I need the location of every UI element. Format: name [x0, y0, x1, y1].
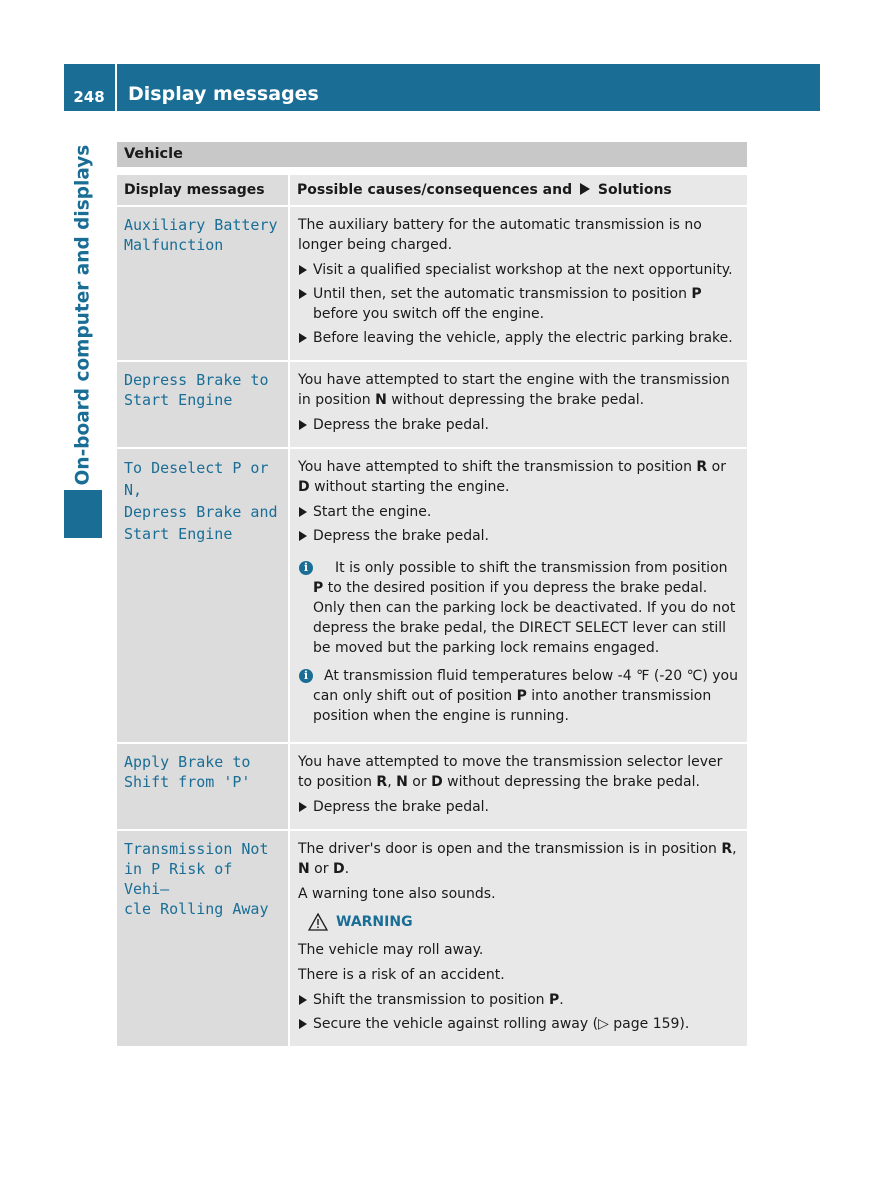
solution-cell	[288, 449, 747, 744]
display-message: Apply Brake to Shift from 'P'	[124, 753, 251, 791]
solution-cell	[288, 207, 747, 362]
warning-text: The vehicle may roll away.	[298, 942, 484, 958]
display-message: Auxiliary Battery Malfunction	[124, 216, 278, 254]
cause-text: The auxiliary battery for the automatic transmission is no longer being charged.	[298, 217, 702, 253]
bullet-arrow-icon	[299, 1019, 307, 1029]
table-row	[117, 744, 747, 831]
bullet-arrow-icon	[299, 995, 307, 1005]
col-header-messages: Display messages	[117, 175, 288, 207]
cause-text: You have attempted to shift the transmission to position R or D without starting the engine.	[298, 459, 726, 495]
message-cell	[117, 744, 288, 831]
warning-heading	[308, 912, 739, 932]
warning-label: WARNING	[336, 914, 413, 930]
side-tab-label: On-board computer and displays	[72, 144, 94, 486]
col-header-causes: Possible causes/consequences and Solutions	[288, 175, 747, 207]
arrow-icon	[580, 183, 590, 195]
warning-text: There is a risk of an accident.	[298, 967, 505, 983]
cause-text: You have attempted to move the transmission selector lever to position R, N or D without depressing the brake pedal.	[298, 754, 723, 790]
bullet-arrow-icon	[299, 289, 307, 299]
info-note: i It is only possible to shift the transmission from position P to the desired position if you depress the brake pedal. Only then can the parking lock be deactivated. If you do not depress the brake pedal, the DIRECT SELECT lever can still be moved but the parking lock remains engaged.	[298, 558, 739, 658]
display-message: Depress Brake to Start Engine	[124, 371, 269, 409]
cause-text: The driver's door is open and the transmission is in position R, N or D.	[298, 841, 737, 877]
message-cell	[117, 449, 288, 744]
side-tab-marker	[64, 490, 102, 538]
side-tab	[64, 140, 102, 490]
solution-cell	[288, 362, 747, 449]
message-cell	[117, 362, 288, 449]
info-icon: i	[299, 669, 313, 683]
solution-cell	[288, 831, 747, 1048]
page-number: 248	[73, 88, 105, 106]
bullet-arrow-icon	[299, 531, 307, 541]
page-reference-link[interactable]: Secure the vehicle against rolling away (▷ page 159).	[313, 1016, 690, 1032]
list-item: Depress the brake pedal.	[298, 526, 739, 546]
table-header-row	[117, 175, 747, 207]
list-item: Until then, set the automatic transmission to position P before you switch off the engine.	[298, 284, 739, 324]
info-icon: i	[299, 561, 313, 575]
solution-cell	[288, 744, 747, 831]
list-item: Depress the brake pedal.	[298, 415, 739, 435]
table-row	[117, 831, 747, 1048]
list-item: Before leaving the vehicle, apply the electric parking brake.	[298, 328, 739, 348]
cause-text: You have attempted to start the engine with the transmission in position N without depressing the brake pedal.	[298, 372, 730, 408]
list-item: Shift the transmission to position P.	[298, 990, 739, 1010]
header-divider	[115, 64, 117, 111]
list-item: Depress the brake pedal.	[298, 797, 739, 817]
table-row	[117, 207, 747, 362]
section-title: Vehicle	[117, 142, 747, 167]
warning-icon	[308, 913, 328, 931]
message-cell	[117, 831, 288, 1048]
message-cell	[117, 207, 288, 362]
list-item: Start the engine.	[298, 502, 739, 522]
bullet-arrow-icon	[299, 507, 307, 517]
messages-table	[117, 175, 747, 1048]
display-message: Transmission Not in P Risk of Vehi– cle Rolling Away	[124, 840, 269, 918]
bullet-arrow-icon	[299, 265, 307, 275]
list-item[interactable]	[298, 1014, 739, 1034]
page-title: Display messages	[128, 83, 319, 105]
bullet-arrow-icon	[299, 333, 307, 343]
cause-text: A warning tone also sounds.	[298, 886, 496, 902]
display-message: To Deselect P or N, Depress Brake and Start Engine	[124, 459, 278, 543]
bullet-arrow-icon	[299, 802, 307, 812]
table-row	[117, 362, 747, 449]
bullet-arrow-icon	[299, 420, 307, 430]
table-row	[117, 449, 747, 744]
list-item: Visit a qualified specialist workshop at the next opportunity.	[298, 260, 739, 280]
info-note: i At transmission fluid temperatures below -4 ℉ (-20 ℃) you can only shift out of position P into another transmission position when the engine is running.	[298, 666, 739, 726]
